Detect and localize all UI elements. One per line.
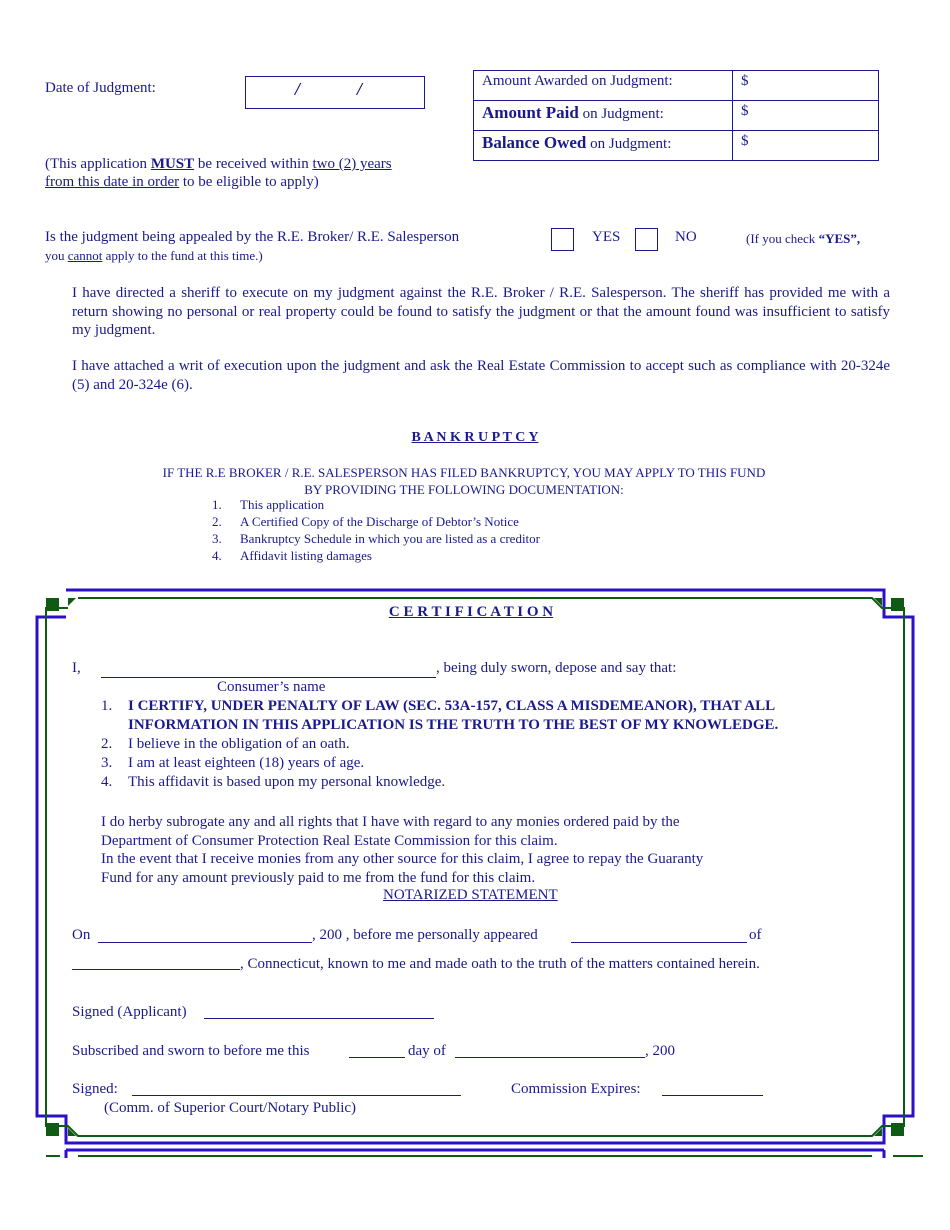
list-item: 1. This application [212, 497, 325, 512]
notary-caption: (Comm. of Superior Court/Notary Public) [104, 1100, 357, 1116]
appeal-yes-label: YES [592, 229, 621, 245]
notary-signature-field[interactable] [132, 1082, 461, 1096]
currency-sign: $ [741, 103, 749, 119]
currency-sign: $ [741, 133, 749, 149]
certification-heading: C E R T I F I C A T I O N [388, 604, 554, 620]
writ-paragraph: I have attached a writ of execution upon the judgment and ask the Real Estate Commission to accept such as compliance with 20-324e (5) and 20-324e (6). [72, 358, 890, 393]
notary-year-text: , 200 , before me personally appeared [312, 927, 538, 943]
bankruptcy-intro: IF THE R.E BROKER / R.E. SALESPERSON HAS FILED BANKRUPTCY, YOU MAY APPLY TO THIS FUND BY PROVIDING THE FOLLOWING DOCUMENTATION: [162, 465, 766, 497]
certify-item: 2. I believe in the obligation of an oath. [101, 736, 350, 752]
month-field[interactable] [455, 1044, 645, 1058]
date-slash: / [295, 79, 301, 99]
town-field[interactable] [72, 956, 240, 970]
subrogation-paragraph: I do herby subrogate any and all rights that I have with regard to any monies ordered paid by the Department of Consumer Protection Real Estate Commission for this claim. In the event that I receive monies from any other source for this claim, I agree to repay the Guaranty Fund for any amount previously paid to me from the fund for this claim. [101, 814, 704, 887]
sworn-statement: , being duly sworn, depose and say that: [436, 660, 677, 676]
appeal-note-continued: you cannot apply to the fund at this time.) [45, 248, 263, 263]
signed-label: Signed: [72, 1081, 118, 1097]
connecticut-statement: , Connecticut, known to me and made oath to the truth of the matters contained herein. [240, 956, 760, 972]
signed-applicant-label: Signed (Applicant) [72, 1004, 187, 1020]
appeared-person-field[interactable] [571, 929, 747, 943]
certify-item: 3. I am at least eighteen (18) years of age. [101, 755, 365, 771]
list-item: 2. A Certified Copy of the Discharge of Debtor’s Notice [212, 514, 519, 529]
date-of-judgment-label: Date of Judgment: [45, 80, 156, 96]
deponent-i-label: I, [72, 660, 81, 676]
appeal-note: (If you check “YES”, [746, 231, 861, 246]
certify-item: 1. I CERTIFY, UNDER PENALTY OF LAW (SEC. 53A-157, CLASS A MISDEMEANOR), THAT ALL [101, 698, 776, 714]
notary-of-label: of [749, 927, 762, 943]
day-field[interactable] [349, 1044, 405, 1058]
consumer-name-caption: Consumer’s name [217, 679, 326, 695]
subscribed-label: Subscribed and sworn to before me this [72, 1043, 310, 1059]
currency-sign: $ [741, 73, 749, 89]
applicant-signature-field[interactable] [204, 1005, 434, 1019]
notarized-statement-heading: NOTARIZED STATEMENT [383, 887, 558, 903]
notary-date-field[interactable] [98, 929, 312, 943]
commission-expires-label: Commission Expires: [511, 1081, 641, 1097]
list-item: 3. Bankruptcy Schedule in which you are listed as a creditor [212, 531, 540, 546]
deadline-notice: (This application MUST be received within two (2) years from this date in order to be eligible to apply) [45, 156, 392, 190]
date-slash: / [357, 79, 363, 99]
sheriff-paragraph: I have directed a sheriff to execute on my judgment against the R.E. Broker / R.E. Salesperson. The sheriff has provided me with a return showing no personal or real property could be found to satisfy the judgment or that the amount found was insufficient to satisfy my judgment. [72, 285, 890, 338]
commission-expires-field[interactable] [662, 1082, 763, 1096]
amount-paid-label: Amount Paid on Judgment: [474, 101, 733, 131]
consumer-name-field[interactable] [101, 662, 436, 678]
balance-owed-label: Balance Owed on Judgment: [474, 131, 733, 161]
certify-item: 4. This affidavit is based upon my personal knowledge. [101, 774, 446, 790]
amount-awarded-label: Amount Awarded on Judgment: [474, 71, 733, 101]
year-suffix: , 200 [645, 1043, 675, 1059]
appeal-no-label: NO [675, 229, 697, 245]
day-of-label: day of [408, 1043, 446, 1059]
appeal-question: Is the judgment being appealed by the R.E. Broker/ R.E. Salesperson [45, 229, 460, 245]
certify-item: INFORMATION IN THIS APPLICATION IS THE TRUTH TO THE BEST OF MY KNOWLEDGE. [128, 717, 779, 733]
bankruptcy-heading: B A N K R U P T C Y [411, 430, 539, 445]
notary-on-label: On [72, 927, 91, 943]
list-item: 4. Affidavit listing damages [212, 548, 372, 563]
